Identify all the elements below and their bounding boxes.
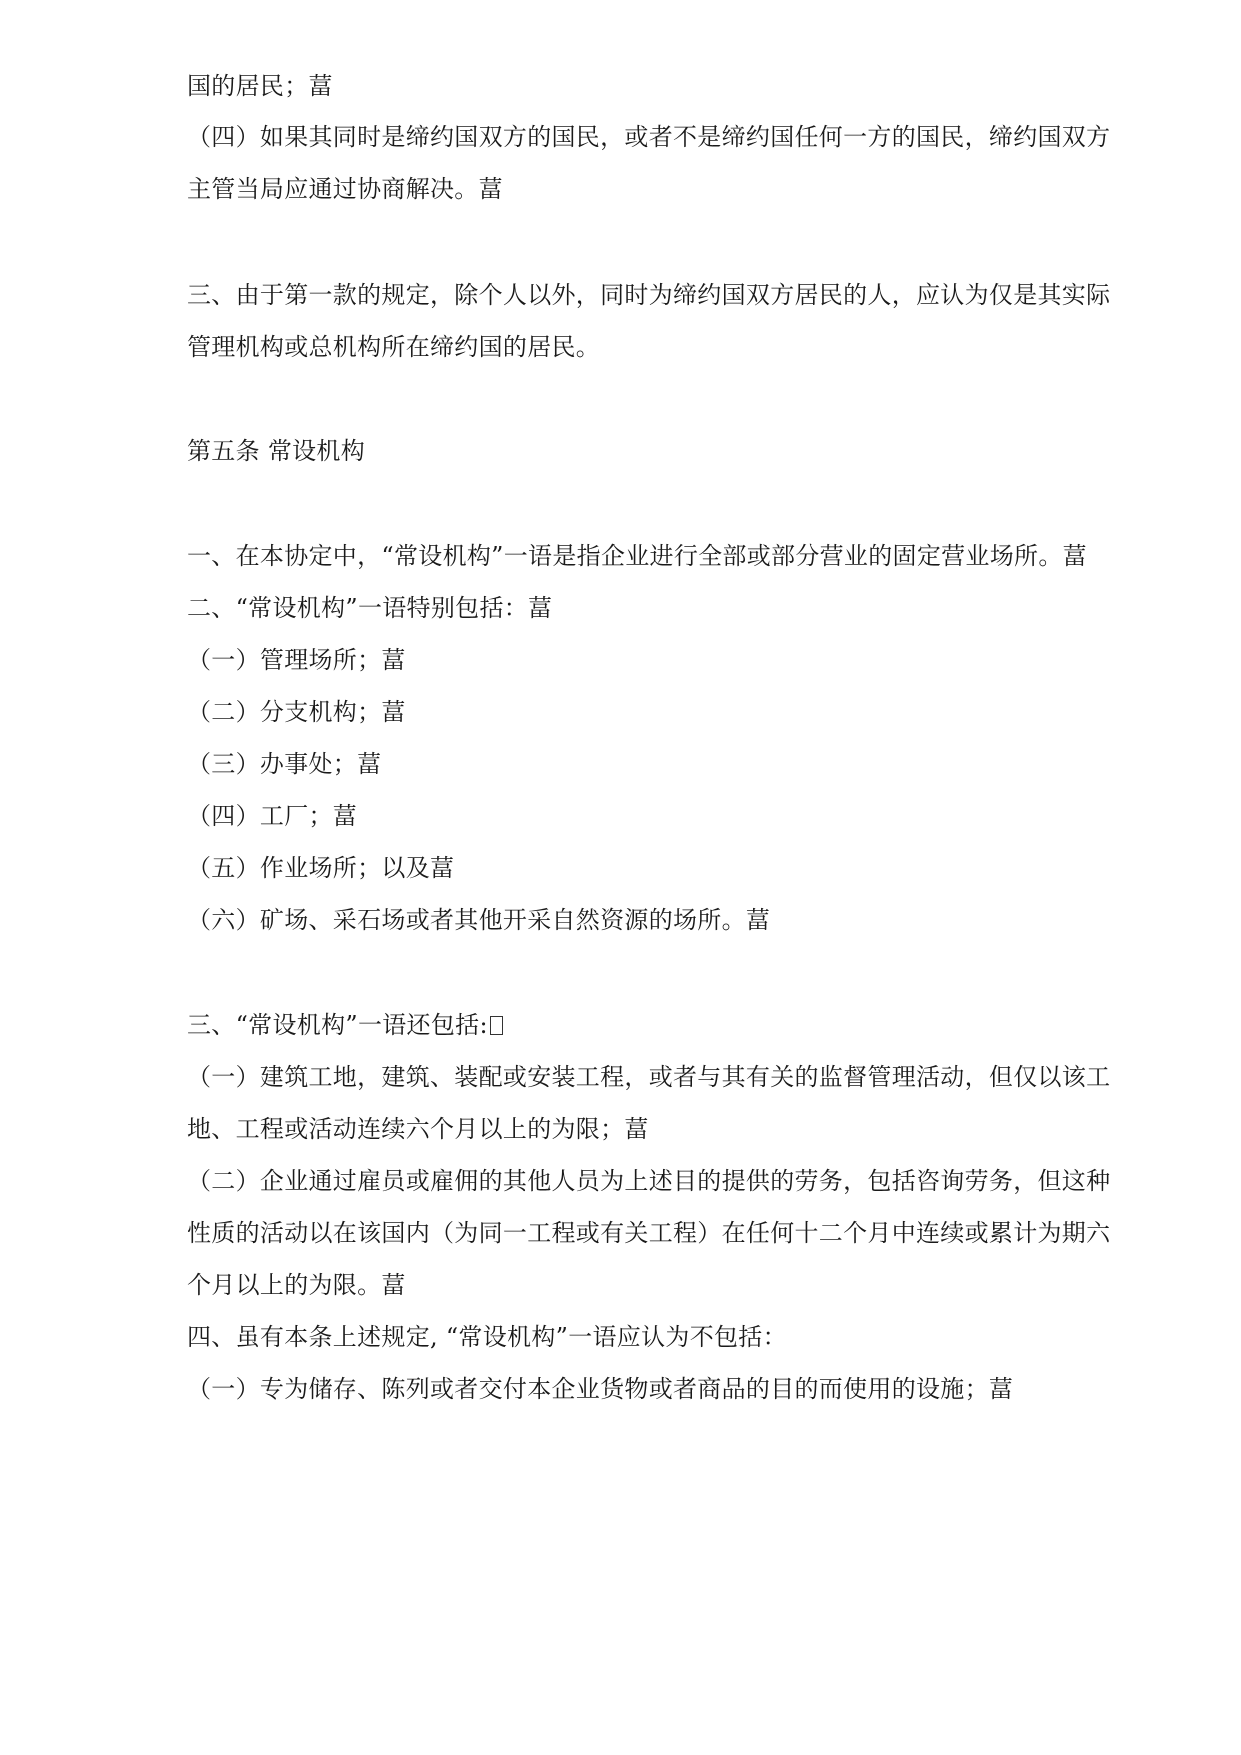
text-line bbox=[187, 1010, 1147, 1040]
text-line: 管理机构或总机构所在缔约国的居民。 bbox=[187, 333, 601, 361]
text-line-content: 三、“常设机构”一语还包括: bbox=[187, 1011, 488, 1039]
list-item: （一）管理场所；葍 bbox=[187, 646, 406, 674]
list-item: （一）专为储存、陈列或者交付本企业货物或者商品的目的而使用的设施；葍 bbox=[187, 1375, 1014, 1403]
list-item: （四）工厂；葍 bbox=[187, 802, 358, 830]
list-item: （六）矿场、采石场或者其他开采自然资源的场所。葍 bbox=[187, 906, 771, 934]
text-line: 国的居民；葍 bbox=[187, 72, 333, 100]
text-line: 一、在本协定中，“常设机构”一语是指企业进行全部或部分营业的固定营业场所。葍 bbox=[187, 542, 1087, 570]
list-item: （二）分支机构；葍 bbox=[187, 698, 406, 726]
text-line: 三、由于第一款的规定，除个人以外，同时为缔约国双方居民的人，应认为仅是其实际 bbox=[187, 281, 1111, 309]
list-item: （五）作业场所；以及葍 bbox=[187, 854, 455, 882]
text-line: 二、“常设机构”一语特别包括：葍 bbox=[187, 594, 553, 622]
text-line: 地、工程或活动连续六个月以上的为限；葍 bbox=[187, 1115, 649, 1143]
list-item: （一）建筑工地，建筑、装配或安装工程，或者与其有关的监督管理活动，但仅以该工 bbox=[187, 1063, 1111, 1091]
text-line: 性质的活动以在该国内（为同一工程或有关工程）在任何十二个月中连续或累计为期六 bbox=[187, 1219, 1111, 1247]
missing-glyph-icon bbox=[490, 1016, 503, 1035]
section-heading: 第五条 常设机构 bbox=[187, 437, 366, 465]
text-line: 主管当局应通过协商解决。葍 bbox=[187, 175, 503, 203]
text-line: 四、虽有本条上述规定, “常设机构”一语应认为不包括： bbox=[187, 1323, 787, 1351]
text-line: 个月以上的为限。葍 bbox=[187, 1271, 406, 1299]
text-line: （四）如果其同时是缔约国双方的国民，或者不是缔约国任何一方的国民，缔约国双方 bbox=[187, 123, 1111, 151]
list-item: （二）企业通过雇员或雇佣的其他人员为上述目的提供的劳务，包括咨询劳务，但这种 bbox=[187, 1167, 1111, 1195]
list-item: （三）办事处；葍 bbox=[187, 750, 382, 778]
